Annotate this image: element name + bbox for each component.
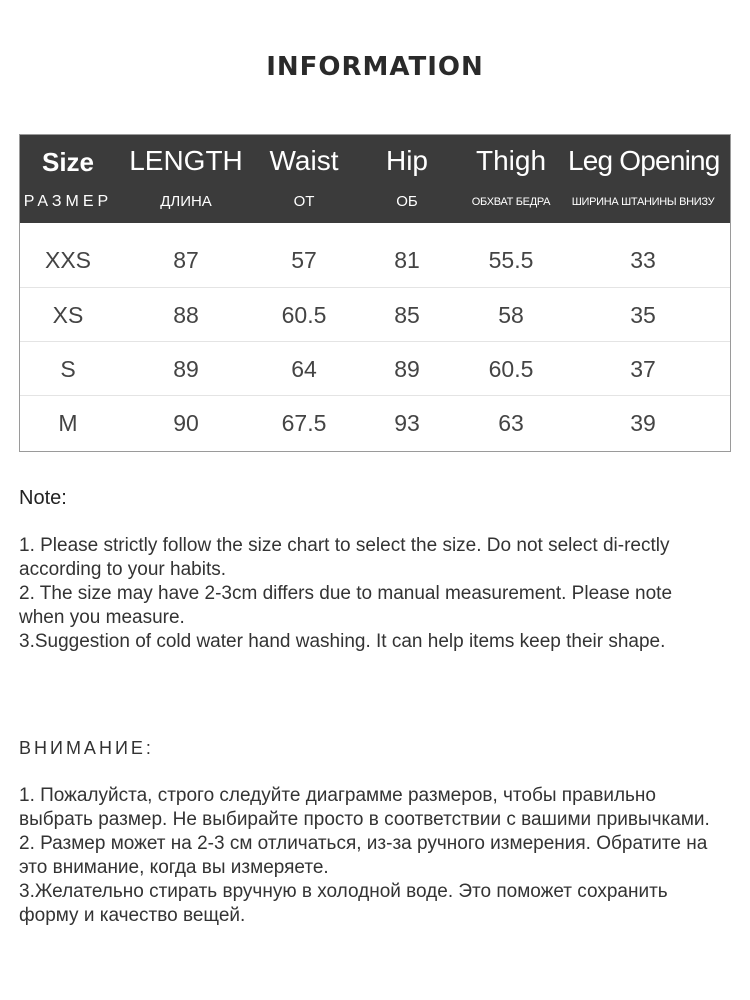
cell-leg-opening: 37 xyxy=(630,356,656,382)
size-chart-table xyxy=(19,134,731,452)
header-leg-opening xyxy=(568,135,718,223)
cell-waist: 57 xyxy=(291,247,317,273)
header-waist-label: Waist xyxy=(269,145,339,176)
cell-waist: 60.5 xyxy=(281,302,327,328)
cell-thigh: 60.5 xyxy=(488,356,534,382)
note-list xyxy=(19,534,719,654)
cell-leg-opening: 35 xyxy=(630,302,656,328)
cell-size: M xyxy=(58,410,78,436)
note-item: 3.Suggestion of cold water hand washing. It can help items keep their shape. xyxy=(19,631,666,652)
header-hip xyxy=(366,135,448,223)
table-row xyxy=(20,233,730,287)
header-size-sublabel: РАЗМЕР xyxy=(23,193,113,210)
cell-hip: 93 xyxy=(394,410,420,436)
cell-length: 87 xyxy=(173,247,199,273)
russian-note-title: ВНИМАНИЕ: xyxy=(19,738,154,758)
cell-waist: 67.5 xyxy=(281,410,327,436)
header-size-label: Size xyxy=(41,147,95,177)
cell-length: 89 xyxy=(173,356,199,382)
cell-hip: 81 xyxy=(394,247,420,273)
header-leg-opening-sublabel: ШИРИНА ШТАНИНЫ ВНИЗУ xyxy=(571,196,715,208)
cell-size: XXS xyxy=(44,247,92,273)
note-item: 2. The size may have 2-3cm differs due to manual measurement. Please note when you measure. xyxy=(19,583,673,628)
header-thigh-sublabel: ОБХВАТ БЕДРА xyxy=(471,196,551,208)
header-size xyxy=(20,135,116,223)
header-thigh xyxy=(458,135,564,223)
cell-thigh: 63 xyxy=(498,410,524,436)
cell-leg-opening: 33 xyxy=(630,247,656,273)
header-length-sublabel: ДЛИНА xyxy=(160,193,212,210)
cell-leg-opening: 39 xyxy=(630,410,656,436)
page-title: INFORMATION xyxy=(266,52,484,82)
cell-thigh: 58 xyxy=(498,302,524,328)
header-hip-label: Hip xyxy=(385,145,428,176)
note-item: 2. Размер может на 2-3 см отличаться, из-за ручного измерения. Обратите на это внимание, когда вы измеряете. xyxy=(19,833,708,878)
header-hip-sublabel: ОБ xyxy=(396,193,418,210)
table-row xyxy=(20,287,730,341)
header-waist xyxy=(252,135,356,223)
cell-thigh: 55.5 xyxy=(488,247,534,273)
note-item: 1. Пожалуйста, строго следуйте диаграмме размеров, чтобы правильно выбрать размер. Не выбирайте просто в соответствии с вашими привычками. xyxy=(19,785,710,830)
header-length-label: LENGTH xyxy=(129,145,243,176)
cell-hip: 89 xyxy=(394,356,420,382)
note-item: 1. Please strictly follow the size chart to select the size. Do not select di-rectly according to your habits. xyxy=(19,535,670,580)
header-leg-opening-label: Leg Opening xyxy=(568,145,720,176)
note-title: Note: xyxy=(19,487,67,509)
header-waist-sublabel: ОТ xyxy=(293,193,315,210)
cell-waist: 64 xyxy=(291,356,317,382)
header-thigh-label: Thigh xyxy=(475,145,547,176)
table-row xyxy=(20,341,730,395)
note-item: 3.Желательно стирать вручную в холодной воде. Это поможет сохранить форму и качество вещей. xyxy=(19,881,668,926)
russian-note-list xyxy=(19,784,719,928)
header-length xyxy=(126,135,246,223)
table-header xyxy=(20,135,730,223)
cell-length: 90 xyxy=(173,410,199,436)
cell-length: 88 xyxy=(173,302,199,328)
cell-size: S xyxy=(60,356,76,382)
cell-size: XS xyxy=(52,302,84,328)
table-row xyxy=(20,395,730,449)
cell-hip: 85 xyxy=(394,302,420,328)
